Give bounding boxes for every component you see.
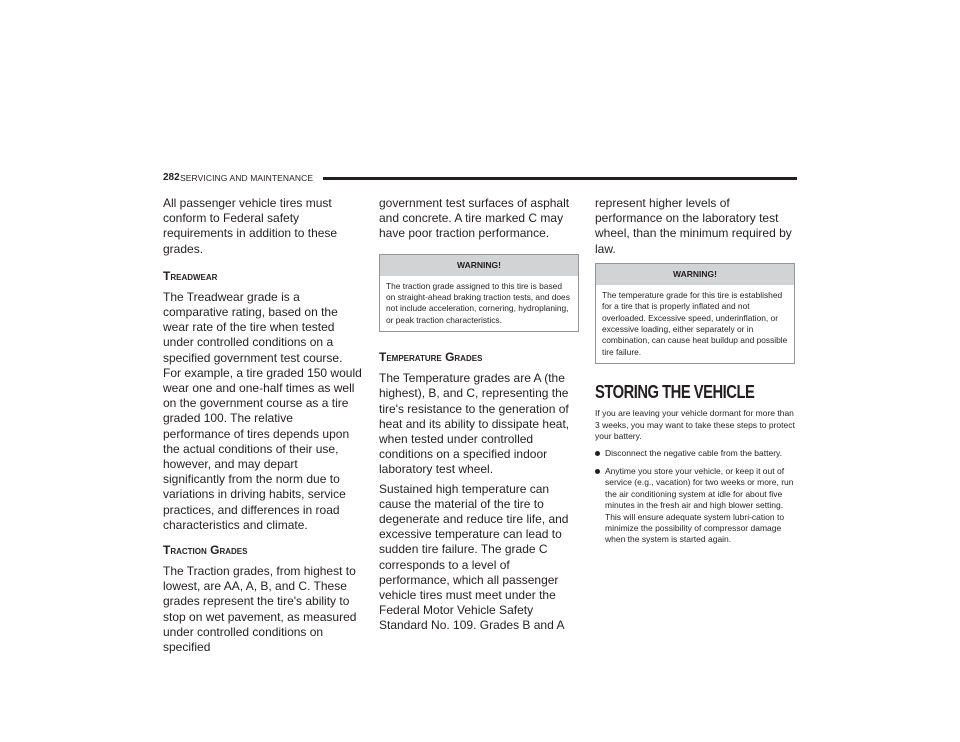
treadwear-paragraph: The Treadwear grade is a comparative rating, based on the wear rate of the tire when tested under controlled conditions on a specified government test course. For example, a tire graded 150 would wear one and one-half times as well on the government course as a tire graded 100. The relative performance of tires depends upon the actual conditions of their use, however, and may depart significantly from the norm due to variations in driving habits, service practices, and differences in road characteristics and climate. [163, 289, 362, 532]
header-rule [323, 177, 797, 180]
warning-text: The temperature grade for this tire is established for a tire that is properly inflated and not overloaded. Excessive speed, underinflation, or excessive loading, either separately or in combination, can cause heat buildup and possible tire failure. [602, 289, 788, 357]
temperature-paragraph-1: The Temperature grades are A (the highest), B, and C, representing the tire's resistance to the generation of heat and its ability to dissipate heat, when tested under controlled conditions on a specified indoor laboratory test wheel. [379, 371, 570, 477]
temperature-continued: represent higher levels of performance on the laboratory test wheel, than the minimum required by law. [595, 196, 792, 256]
treadwear-heading [163, 269, 363, 284]
storing-bullet-list [595, 448, 795, 545]
treadwear-heading-text: Treadwear [163, 268, 218, 283]
bullet-icon [595, 451, 600, 456]
warning-title: WARNING! [380, 255, 578, 276]
temperature-warning-box [595, 263, 795, 364]
list-item-text: Disconnect the negative cable from the battery. [605, 448, 783, 459]
page-number: 282 [163, 172, 180, 183]
traction-continued: government test surfaces of asphalt and concrete. A tire marked C may have poor traction performance. [379, 196, 570, 241]
list-item [595, 466, 795, 546]
storing-heading: STORING THE VEHICLE [595, 382, 755, 403]
column-2 [379, 196, 579, 634]
warning-text: The traction grade assigned to this tire is based on straight-ahead braking traction tests, and does not include acceleration, cornering, hydroplaning, or peak traction characteristics. [386, 280, 570, 325]
list-item [595, 448, 795, 459]
traction-paragraph: The Traction grades, from highest to lowest, are AA, A, B, and C. These grades represent the tire's ability to stop on wet pavement, as measured under controlled conditions on specified [163, 564, 357, 655]
traction-heading-text: Traction Grades [163, 543, 248, 558]
traction-warning-box [379, 254, 579, 333]
column-3 [595, 196, 795, 552]
column-1 [163, 196, 363, 655]
intro-paragraph: All passenger vehicle tires must conform to Federal safety requirements in addition to these grades. [163, 196, 338, 256]
section-title: SERVICING AND MAINTENANCE [180, 173, 314, 183]
page-header [163, 172, 797, 184]
temperature-paragraph-2: Sustained high temperature can cause the material of the tire to degenerate and reduce tire life, and excessive temperature can lead to sudden tire failure. The grade C corresponds to a level of performance, which all passenger vehicle tires must meet under the Federal Motor Vehicle Safety Standard No. 109. Grades B and A [379, 481, 569, 633]
temperature-heading-text: Temperature Grades [379, 350, 483, 365]
bullet-icon [595, 469, 600, 474]
traction-heading [163, 543, 363, 558]
list-item-text: Anytime you store your vehicle, or keep it out of service (e.g., vacation) for two weeks or more, run the air conditioning system at idle for about five minutes in the fresh air and high blower setting. This will ensure adequate system lubri-cation to minimize the possibility of compressor damage when the system is started again. [605, 465, 794, 545]
warning-title: WARNING! [596, 264, 794, 285]
temperature-heading [379, 350, 579, 365]
storing-intro: If you are leaving your vehicle dormant for more than 3 weeks, you may want to take these steps to protect your battery. [595, 408, 795, 442]
